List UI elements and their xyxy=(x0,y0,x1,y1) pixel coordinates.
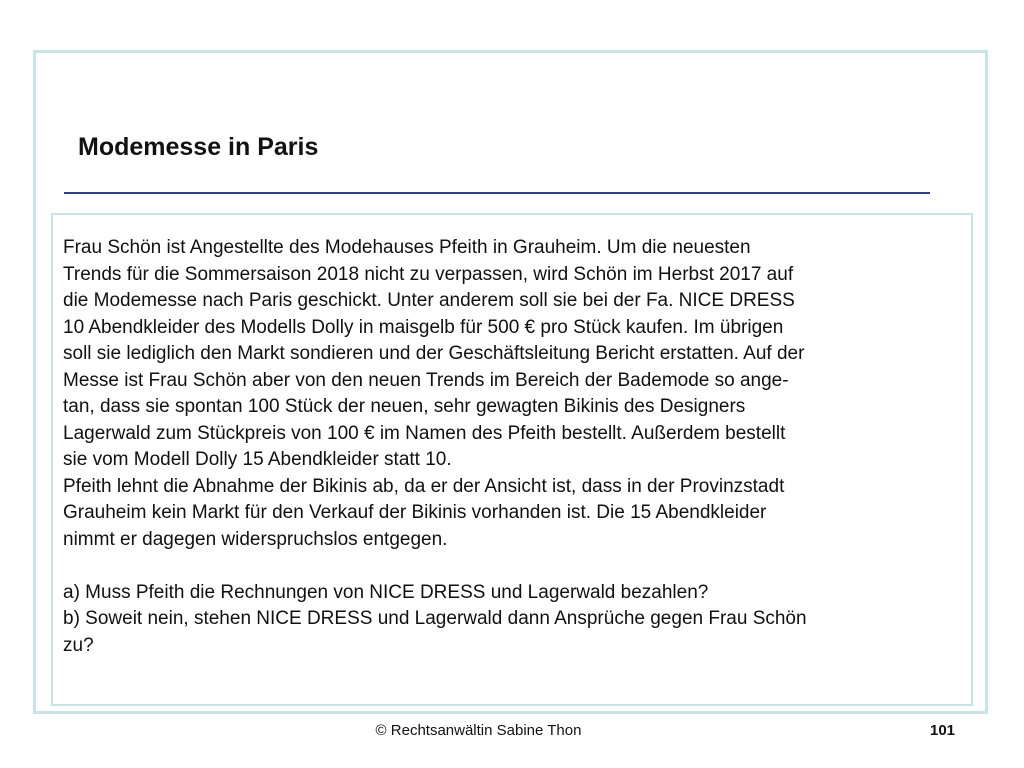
case-line: sie vom Modell Dolly 15 Abendkleider statt 10. xyxy=(63,449,452,470)
case-text xyxy=(63,235,963,659)
question-line: b) Soweit nein, stehen NICE DRESS und Lagerwald dann Ansprüche gegen Frau Schön xyxy=(63,608,807,629)
title-underline xyxy=(64,192,930,194)
case-line: Lagerwald zum Stückpreis von 100 € im Namen des Pfeith bestellt. Außerdem bestellt xyxy=(63,422,786,444)
question-line: a) Muss Pfeith die Rechnungen von NICE DRESS und Lagerwald bezahlen? xyxy=(63,581,709,603)
case-line: Messe ist Frau Schön aber von den neuen Trends im Bereich der Bademode so ange- xyxy=(63,369,789,391)
case-line: soll sie lediglich den Markt sondieren und der Geschäftsleitung Bericht erstatten. Auf der xyxy=(63,343,805,364)
footer-copyright: © Rechtsanwältin Sabine Thon xyxy=(375,722,582,739)
case-line: tan, dass sie spontan 100 Stück der neuen, sehr gewagten Bikinis des Designers xyxy=(63,396,746,417)
question-line: zu? xyxy=(63,634,94,656)
slide-title: Modemesse in Paris xyxy=(78,133,319,161)
case-line: nimmt er dagegen widerspruchslos entgegen. xyxy=(63,528,448,550)
case-line: Pfeith lehnt die Abnahme der Bikinis ab, da er der Ansicht ist, dass in der Provinzstadt xyxy=(63,475,785,497)
page-number: 101 xyxy=(930,722,956,739)
case-line: Trends für die Sommersaison 2018 nicht zu verpassen, wird Schön im Herbst 2017 auf xyxy=(63,263,794,285)
case-line: die Modemesse nach Paris geschickt. Unter anderem soll sie bei der Fa. NICE DRESS xyxy=(63,290,795,311)
case-line: 10 Abendkleider des Modells Dolly in maisgelb für 500 € pro Stück kaufen. Im übrigen xyxy=(63,316,784,338)
case-line: Grauheim kein Markt für den Verkauf der Bikinis vorhanden ist. Die 15 Abendkleider xyxy=(63,502,767,523)
case-line: Frau Schön ist Angestellte des Modehauses Pfeith in Grauheim. Um die neuesten xyxy=(63,237,751,258)
paragraph-spacer xyxy=(63,553,963,580)
